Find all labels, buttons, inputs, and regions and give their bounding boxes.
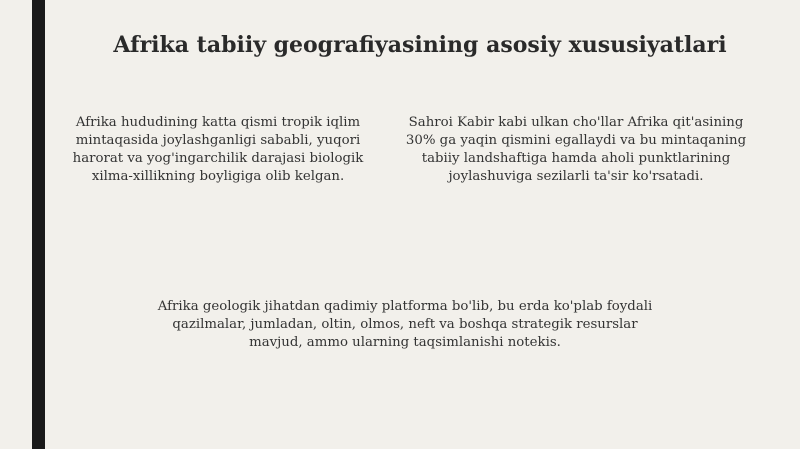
accent-bar <box>32 0 45 449</box>
slide-title: Afrika tabiiy geografiyasining asosiy xususiyatlari <box>113 32 727 58</box>
paragraph-sahara-desert: Sahroi Kabir kabi ulkan cho'llar Afrika qit'asining 30% ga yaqin qismini egallaydi va bu mintaqaning tabiiy landshaftiga hamda aholi punktlarining joylashuviga sezilarli ta'sir ko'rsatadi. <box>405 115 747 184</box>
paragraph-tropical-climate: Afrika hududining katta qismi tropik iqlim mintaqasida joylashganligi sababli, yuqori harorat va yog'ingarchilik darajasi biologik xilma-xillikning boyligiga olib kelgan. <box>72 115 364 184</box>
paragraph-geology-resources: Afrika geologik jihatdan qadimiy platforma bo'lib, bu erda ko'plab foydali qazilmalar, jumladan, oltin, olmos, neft va boshqa strategik resurslar mavjud, ammo ularning taqsimlanishi notekis. <box>157 299 653 350</box>
